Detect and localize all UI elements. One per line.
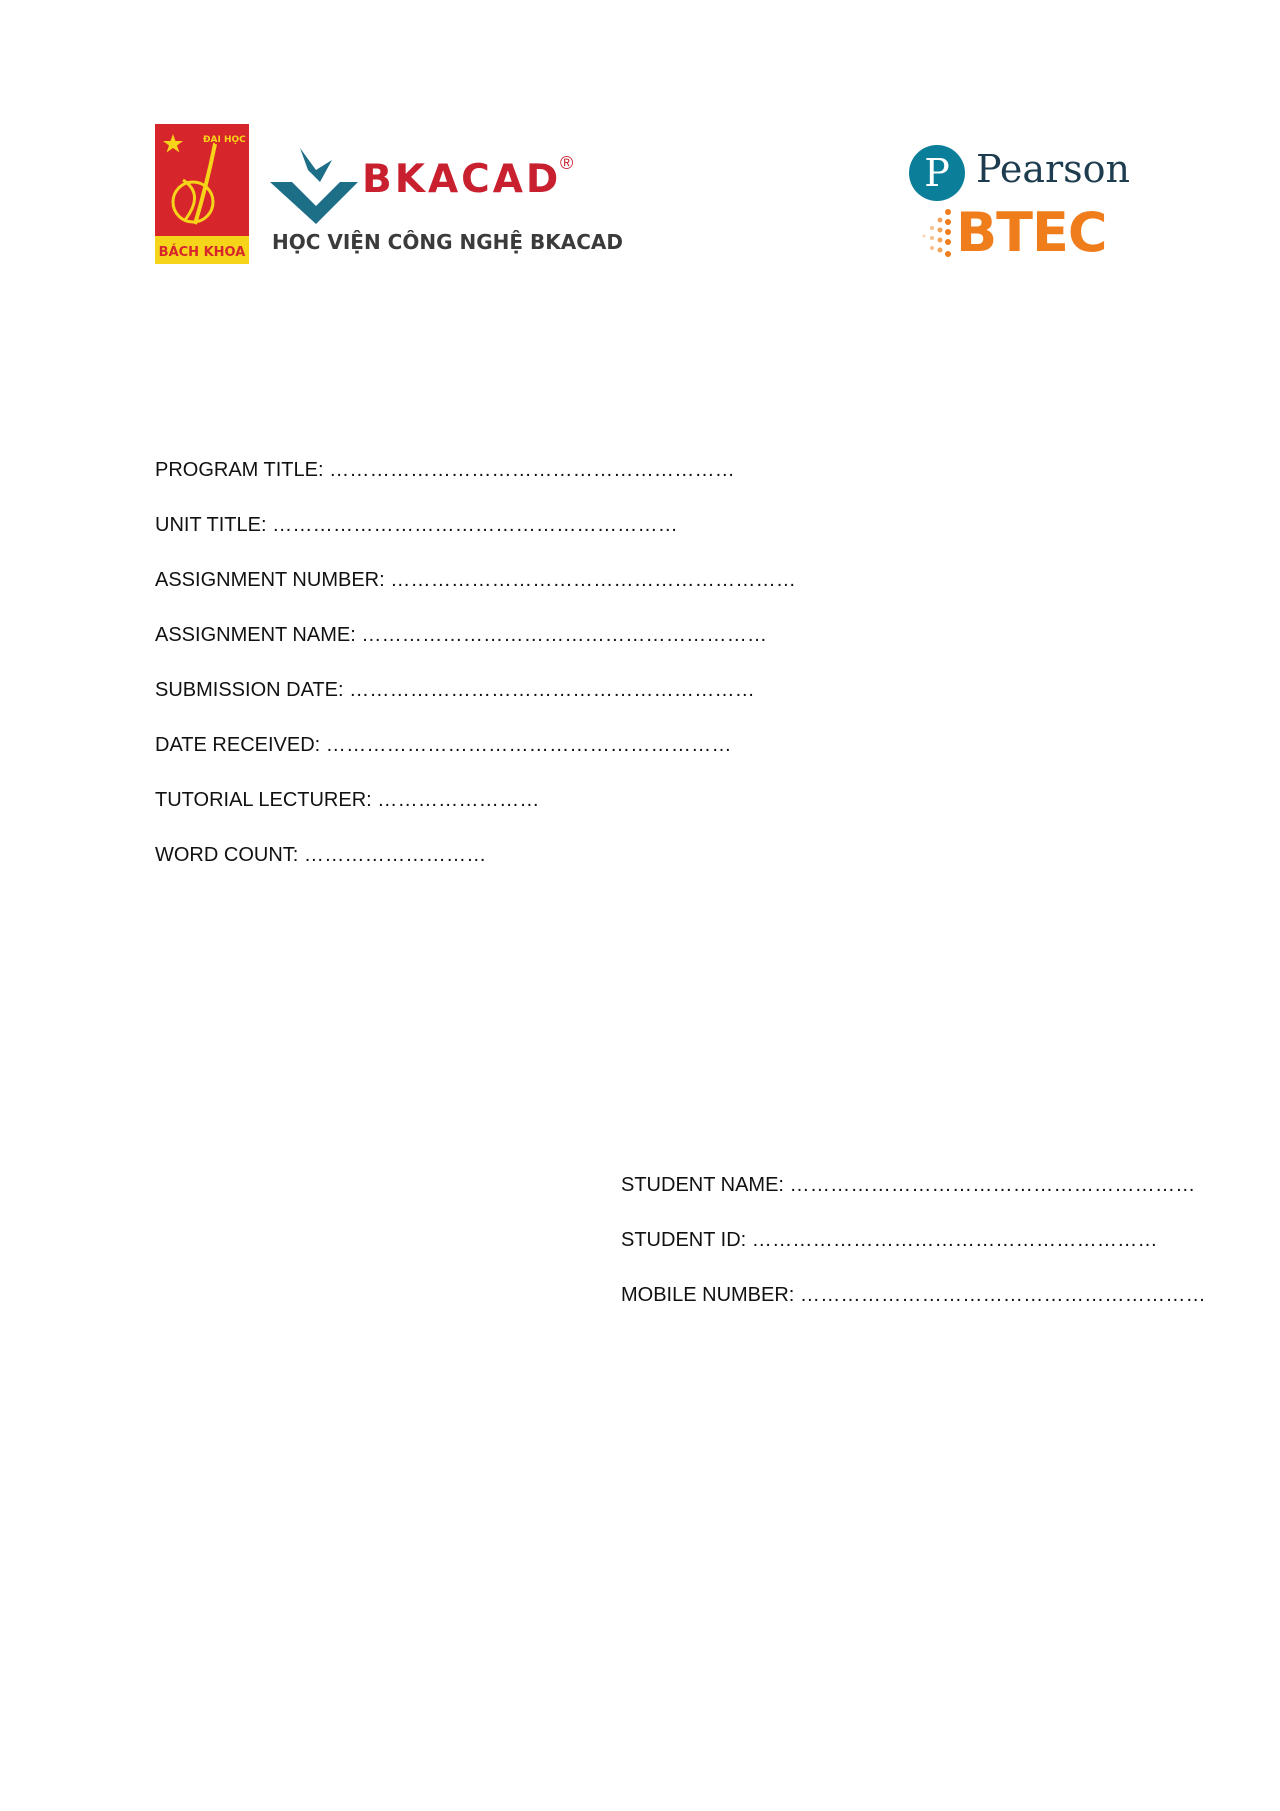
field-label: PROGRAM TITLE: [155, 459, 330, 481]
field-dots: …………………………………………………… [751, 1229, 1158, 1251]
field-label: MOBILE NUMBER: [621, 1284, 800, 1306]
btec-wordmark: BTEC [956, 201, 1107, 264]
pearson-wordmark: Pearson [976, 147, 1131, 191]
field-dots: …………………………………………………… [361, 624, 768, 646]
field-label: ASSIGNMENT NUMBER: [155, 569, 391, 591]
field-label: STUDENT ID: [621, 1229, 752, 1251]
field-label: WORD COUNT: [155, 844, 304, 866]
date-received-field [155, 733, 732, 757]
svg-text:ĐẠI HỌC: ĐẠI HỌC [203, 135, 246, 145]
student-name-field [621, 1173, 1196, 1197]
submission-date-field [155, 678, 755, 702]
field-dots: …………………………………………………… [329, 459, 736, 481]
tutorial-lecturer-field [155, 788, 540, 812]
field-dots: …………………………………………………… [272, 514, 679, 536]
bach-khoa-emblem-icon [155, 124, 249, 264]
registered-mark: ® [560, 153, 574, 173]
field-dots: ……………………… [303, 844, 487, 866]
field-label: STUDENT NAME: [621, 1174, 790, 1196]
bkacad-name: BKACAD [362, 157, 562, 202]
svg-text:BÁCH KHOA: BÁCH KHOA [158, 245, 246, 260]
field-label: DATE RECEIVED: [155, 734, 326, 756]
pearson-btec-logo [908, 140, 1131, 266]
field-label: ASSIGNMENT NAME: [155, 624, 362, 646]
bkacad-tagline: HỌC VIỆN CÔNG NGHỆ BKACAD [272, 230, 623, 254]
assignment-number-field [155, 568, 796, 592]
bkacad-mark-icon [270, 148, 362, 224]
pearson-p-icon [908, 142, 966, 204]
word-count-field [155, 843, 487, 867]
student-id-field [621, 1228, 1158, 1252]
unit-title-field [155, 513, 678, 537]
field-label: TUTORIAL LECTURER: [155, 789, 378, 811]
bach-khoa-logo [155, 124, 249, 264]
btec-dots-icon [910, 208, 954, 260]
field-dots: …………………………………………………… [349, 679, 756, 701]
field-dots: …………………………………………………… [799, 1284, 1206, 1306]
field-label: SUBMISSION DATE: [155, 679, 350, 701]
mobile-number-field [621, 1283, 1206, 1307]
field-label: UNIT TITLE: [155, 514, 273, 536]
svg-text:P: P [924, 151, 950, 195]
bkacad-logo [270, 148, 623, 258]
field-dots: …………………… [377, 789, 540, 811]
field-dots: …………………………………………………… [325, 734, 732, 756]
program-title-field [155, 458, 735, 482]
field-dots: …………………………………………………… [789, 1174, 1196, 1196]
assignment-name-field [155, 623, 767, 647]
field-dots: …………………………………………………… [390, 569, 797, 591]
